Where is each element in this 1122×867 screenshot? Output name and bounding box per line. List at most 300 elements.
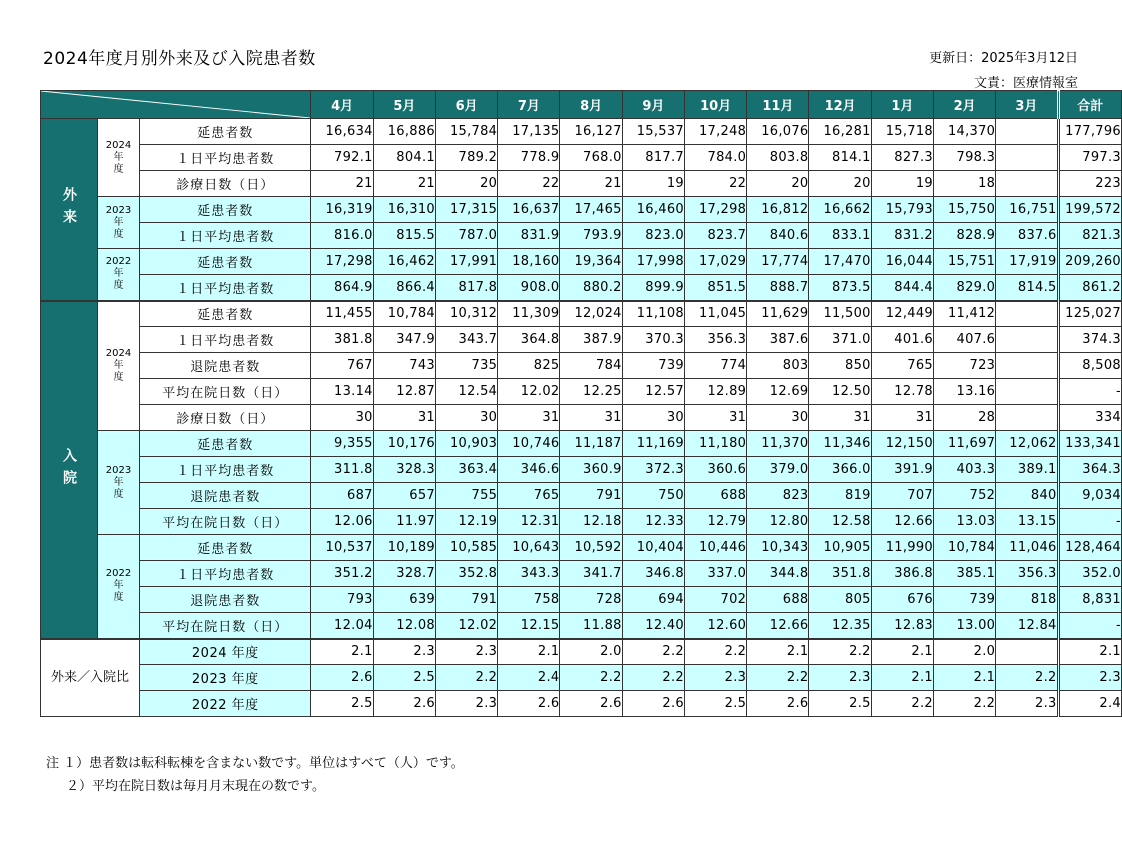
month-header: 6月 (435, 91, 497, 119)
value-cell (996, 301, 1058, 327)
value-cell: 823.0 (622, 223, 684, 249)
value-cell: 21 (560, 171, 622, 197)
header-row (41, 91, 1122, 119)
value-cell: 11,046 (996, 535, 1058, 561)
value-cell: 379.0 (747, 457, 809, 483)
row-label: １日平均患者数 (140, 223, 311, 249)
table-row (41, 613, 1122, 639)
value-cell: 12.19 (435, 509, 497, 535)
value-cell: 2.1 (933, 665, 995, 691)
value-cell: 347.9 (373, 327, 435, 353)
total-cell: 9,034 (1058, 483, 1121, 509)
value-cell: 15,718 (871, 119, 933, 145)
value-cell: 866.4 (373, 275, 435, 301)
total-cell: 2.1 (1058, 639, 1121, 665)
table-row (41, 587, 1122, 613)
month-header: 10月 (684, 91, 746, 119)
value-cell: 20 (747, 171, 809, 197)
value-cell: 2.1 (311, 639, 373, 665)
value-cell: 12.15 (498, 613, 560, 639)
value-cell: 16,751 (996, 197, 1058, 223)
value-cell: 16,812 (747, 197, 809, 223)
value-cell: 11,697 (933, 431, 995, 457)
value-cell: 815.5 (373, 223, 435, 249)
value-cell: 2.3 (809, 665, 871, 691)
value-cell: 344.8 (747, 561, 809, 587)
month-header: 11月 (747, 91, 809, 119)
value-cell: 16,310 (373, 197, 435, 223)
value-cell: 791 (560, 483, 622, 509)
value-cell (996, 171, 1058, 197)
value-cell: 688 (747, 587, 809, 613)
value-cell: 12.06 (311, 509, 373, 535)
value-cell: 739 (933, 587, 995, 613)
value-cell: 356.3 (684, 327, 746, 353)
total-cell: 8,831 (1058, 587, 1121, 613)
value-cell: 805 (809, 587, 871, 613)
value-cell (996, 145, 1058, 171)
value-cell: 827.3 (871, 145, 933, 171)
total-cell: 177,796 (1058, 119, 1121, 145)
fiscal-year-label: 2024 年 度 (98, 301, 140, 431)
month-header: 3月 (996, 91, 1058, 119)
value-cell: 12.66 (747, 613, 809, 639)
value-cell: 30 (311, 405, 373, 431)
value-cell: 888.7 (747, 275, 809, 301)
fiscal-year-label: 2024 年 度 (98, 119, 140, 197)
value-cell: 15,751 (933, 249, 995, 275)
value-cell: 16,462 (373, 249, 435, 275)
value-cell: 804.1 (373, 145, 435, 171)
total-cell: - (1058, 379, 1121, 405)
value-cell: 20 (809, 171, 871, 197)
value-cell: 10,746 (498, 431, 560, 457)
value-cell: 407.6 (933, 327, 995, 353)
value-cell: 873.5 (809, 275, 871, 301)
value-cell: 12.50 (809, 379, 871, 405)
value-cell: 343.7 (435, 327, 497, 353)
value-cell: 793 (311, 587, 373, 613)
value-cell: 818 (996, 587, 1058, 613)
value-cell: 351.8 (809, 561, 871, 587)
value-cell: 743 (373, 353, 435, 379)
value-cell: 787.0 (435, 223, 497, 249)
value-cell: 17,135 (498, 119, 560, 145)
value-cell: 2.2 (871, 691, 933, 717)
value-cell: 840.6 (747, 223, 809, 249)
value-cell: 31 (498, 405, 560, 431)
value-cell: 778.9 (498, 145, 560, 171)
value-cell: 728 (560, 587, 622, 613)
value-cell: 12.89 (684, 379, 746, 405)
value-cell: 12.31 (498, 509, 560, 535)
value-cell: 16,662 (809, 197, 871, 223)
value-cell: 12.08 (373, 613, 435, 639)
table-row (41, 301, 1122, 327)
value-cell: 10,903 (435, 431, 497, 457)
row-label: 延患者数 (140, 535, 311, 561)
value-cell: 12,024 (560, 301, 622, 327)
value-cell: 11,370 (747, 431, 809, 457)
value-cell (996, 353, 1058, 379)
value-cell: 817.8 (435, 275, 497, 301)
value-cell: 13.14 (311, 379, 373, 405)
value-cell: 328.3 (373, 457, 435, 483)
row-label: 退院患者数 (140, 483, 311, 509)
value-cell: 2.2 (809, 639, 871, 665)
table-row (41, 691, 1122, 717)
value-cell: 752 (933, 483, 995, 509)
value-cell: 2.1 (871, 665, 933, 691)
value-cell: 11,180 (684, 431, 746, 457)
value-cell: 11,412 (933, 301, 995, 327)
value-cell: 10,643 (498, 535, 560, 561)
value-cell: 823 (747, 483, 809, 509)
value-cell: 391.9 (871, 457, 933, 483)
table-row (41, 353, 1122, 379)
value-cell: 12.66 (871, 509, 933, 535)
value-cell: 13.00 (933, 613, 995, 639)
value-cell: 363.4 (435, 457, 497, 483)
value-cell: 765 (871, 353, 933, 379)
value-cell: 2.2 (684, 639, 746, 665)
value-cell: 2.0 (933, 639, 995, 665)
value-cell: 2.3 (435, 639, 497, 665)
value-cell: 13.15 (996, 509, 1058, 535)
inpatient-section-label: 入院 (41, 301, 98, 639)
value-cell: 387.6 (747, 327, 809, 353)
value-cell (996, 405, 1058, 431)
table-row (41, 639, 1122, 665)
fiscal-year-label: 2022 年 度 (98, 535, 140, 639)
value-cell: 16,637 (498, 197, 560, 223)
value-cell: 16,460 (622, 197, 684, 223)
value-cell: 10,446 (684, 535, 746, 561)
value-cell: 12.57 (622, 379, 684, 405)
value-cell: 337.0 (684, 561, 746, 587)
value-cell: 19,364 (560, 249, 622, 275)
page-title: 2024年度月別外来及び入院患者数 (43, 49, 316, 69)
value-cell: 19 (622, 171, 684, 197)
value-cell: 401.6 (871, 327, 933, 353)
value-cell: 12.35 (809, 613, 871, 639)
value-cell: 364.8 (498, 327, 560, 353)
value-cell: 16,886 (373, 119, 435, 145)
value-cell: 16,076 (747, 119, 809, 145)
table-row (41, 561, 1122, 587)
value-cell: 356.3 (996, 561, 1058, 587)
value-cell: 12.25 (560, 379, 622, 405)
value-cell: 694 (622, 587, 684, 613)
value-cell: 2.5 (311, 691, 373, 717)
value-cell: 12.87 (373, 379, 435, 405)
value-cell: 12.69 (747, 379, 809, 405)
table-row (41, 665, 1122, 691)
value-cell: 817.7 (622, 145, 684, 171)
value-cell: 739 (622, 353, 684, 379)
total-cell: 128,464 (1058, 535, 1121, 561)
total-cell: 209,260 (1058, 249, 1121, 275)
value-cell: 341.7 (560, 561, 622, 587)
row-label: １日平均患者数 (140, 275, 311, 301)
month-header: 8月 (560, 91, 622, 119)
total-cell: 797.3 (1058, 145, 1121, 171)
value-cell: 702 (684, 587, 746, 613)
total-cell: 364.3 (1058, 457, 1121, 483)
value-cell: 372.3 (622, 457, 684, 483)
value-cell: 784 (560, 353, 622, 379)
value-cell: 2.0 (560, 639, 622, 665)
value-cell (996, 119, 1058, 145)
row-label: １日平均患者数 (140, 561, 311, 587)
value-cell: 17,465 (560, 197, 622, 223)
value-cell: 2.3 (435, 691, 497, 717)
value-cell: 22 (498, 171, 560, 197)
value-cell: 17,298 (311, 249, 373, 275)
value-cell: 639 (373, 587, 435, 613)
fiscal-year-label: 2022 年 度 (98, 249, 140, 301)
total-cell: 374.3 (1058, 327, 1121, 353)
table-row (41, 379, 1122, 405)
value-cell: 12,449 (871, 301, 933, 327)
value-cell: 814.5 (996, 275, 1058, 301)
value-cell: 31 (871, 405, 933, 431)
value-cell: 2.6 (373, 691, 435, 717)
value-cell: 12.02 (498, 379, 560, 405)
value-cell: 831.9 (498, 223, 560, 249)
value-cell: 11,045 (684, 301, 746, 327)
corner-cell (41, 91, 311, 119)
month-header: 4月 (311, 91, 373, 119)
value-cell: 12.83 (871, 613, 933, 639)
value-cell: 12.80 (747, 509, 809, 535)
value-cell: 370.3 (622, 327, 684, 353)
month-header: 1月 (871, 91, 933, 119)
value-cell: 840 (996, 483, 1058, 509)
total-cell: - (1058, 613, 1121, 639)
note-1: 注 １）患者数は転科転棟を含まない数です。単位はすべて（人）です。 (46, 756, 464, 771)
table-row (41, 431, 1122, 457)
row-label: 診療日数（日） (140, 171, 311, 197)
value-cell: 2.2 (622, 665, 684, 691)
value-cell: 2.2 (622, 639, 684, 665)
table-row (41, 171, 1122, 197)
value-cell: 844.4 (871, 275, 933, 301)
value-cell: 10,592 (560, 535, 622, 561)
value-cell: 793.9 (560, 223, 622, 249)
value-cell: 10,905 (809, 535, 871, 561)
value-cell: 2.4 (498, 665, 560, 691)
value-cell: 2.5 (684, 691, 746, 717)
table-row (41, 119, 1122, 145)
value-cell: 2.6 (622, 691, 684, 717)
value-cell: 17,998 (622, 249, 684, 275)
value-cell: 18,160 (498, 249, 560, 275)
value-cell: 22 (684, 171, 746, 197)
value-cell: 803.8 (747, 145, 809, 171)
row-label: 延患者数 (140, 197, 311, 223)
value-cell: 343.3 (498, 561, 560, 587)
row-label: 平均在院日数（日） (140, 613, 311, 639)
value-cell: 2.2 (996, 665, 1058, 691)
value-cell: 831.2 (871, 223, 933, 249)
row-label: １日平均患者数 (140, 457, 311, 483)
value-cell: 386.8 (871, 561, 933, 587)
value-cell: 17,774 (747, 249, 809, 275)
value-cell: 687 (311, 483, 373, 509)
value-cell: 816.0 (311, 223, 373, 249)
value-cell: 2.6 (311, 665, 373, 691)
value-cell: 758 (498, 587, 560, 613)
value-cell: 851.5 (684, 275, 746, 301)
table-row (41, 197, 1122, 223)
updated-date: 更新日：2025年3月12日 (929, 51, 1078, 66)
value-cell: 12.40 (622, 613, 684, 639)
row-label: 診療日数（日） (140, 405, 311, 431)
total-cell: 199,572 (1058, 197, 1121, 223)
value-cell: 850 (809, 353, 871, 379)
value-cell: 10,343 (747, 535, 809, 561)
value-cell: 774 (684, 353, 746, 379)
value-cell: 387.9 (560, 327, 622, 353)
total-cell: 352.0 (1058, 561, 1121, 587)
value-cell: 688 (684, 483, 746, 509)
month-header: 9月 (622, 91, 684, 119)
value-cell: 814.1 (809, 145, 871, 171)
table-row (41, 509, 1122, 535)
value-cell: 11,108 (622, 301, 684, 327)
value-cell: 14,370 (933, 119, 995, 145)
row-label: １日平均患者数 (140, 327, 311, 353)
value-cell: 351.2 (311, 561, 373, 587)
outpatient-section-label: 外来 (41, 119, 98, 301)
value-cell: 12.79 (684, 509, 746, 535)
value-cell: 707 (871, 483, 933, 509)
value-cell: 2.3 (373, 639, 435, 665)
value-cell: 2.2 (933, 691, 995, 717)
value-cell: 789.2 (435, 145, 497, 171)
value-cell: 750 (622, 483, 684, 509)
total-cell: 8,508 (1058, 353, 1121, 379)
value-cell: 12,062 (996, 431, 1058, 457)
value-cell: 13.16 (933, 379, 995, 405)
value-cell: 17,315 (435, 197, 497, 223)
value-cell: 10,404 (622, 535, 684, 561)
value-cell: 676 (871, 587, 933, 613)
total-cell: - (1058, 509, 1121, 535)
value-cell: 12.58 (809, 509, 871, 535)
total-cell: 223 (1058, 171, 1121, 197)
total-cell: 821.3 (1058, 223, 1121, 249)
value-cell: 2.2 (747, 665, 809, 691)
total-cell: 133,341 (1058, 431, 1121, 457)
row-label: 2024 年度 (140, 639, 311, 665)
row-label: １日平均患者数 (140, 145, 311, 171)
table-body (41, 119, 1122, 717)
value-cell: 2.6 (747, 691, 809, 717)
value-cell: 30 (747, 405, 809, 431)
value-cell: 768.0 (560, 145, 622, 171)
value-cell: 11,990 (871, 535, 933, 561)
value-cell: 2.2 (435, 665, 497, 691)
value-cell: 2.3 (996, 691, 1058, 717)
row-label: 平均在院日数（日） (140, 379, 311, 405)
value-cell: 2.6 (498, 691, 560, 717)
row-label: 延患者数 (140, 119, 311, 145)
value-cell: 765 (498, 483, 560, 509)
total-cell: 334 (1058, 405, 1121, 431)
value-cell: 16,127 (560, 119, 622, 145)
value-cell: 657 (373, 483, 435, 509)
value-cell: 9,355 (311, 431, 373, 457)
total-cell: 2.4 (1058, 691, 1121, 717)
value-cell: 15,750 (933, 197, 995, 223)
value-cell: 366.0 (809, 457, 871, 483)
value-cell: 10,189 (373, 535, 435, 561)
value-cell: 17,029 (684, 249, 746, 275)
value-cell: 12.33 (622, 509, 684, 535)
value-cell: 880.2 (560, 275, 622, 301)
value-cell: 11,629 (747, 301, 809, 327)
value-cell: 11.88 (560, 613, 622, 639)
value-cell: 17,248 (684, 119, 746, 145)
value-cell: 346.6 (498, 457, 560, 483)
value-cell: 16,281 (809, 119, 871, 145)
value-cell: 833.1 (809, 223, 871, 249)
table-row (41, 457, 1122, 483)
value-cell: 12.60 (684, 613, 746, 639)
month-header: 12月 (809, 91, 871, 119)
value-cell: 2.1 (498, 639, 560, 665)
value-cell: 12.84 (996, 613, 1058, 639)
value-cell: 12.04 (311, 613, 373, 639)
value-cell: 13.03 (933, 509, 995, 535)
value-cell: 819 (809, 483, 871, 509)
month-header: 2月 (933, 91, 995, 119)
value-cell: 28 (933, 405, 995, 431)
value-cell: 17,470 (809, 249, 871, 275)
value-cell: 828.9 (933, 223, 995, 249)
value-cell: 2.6 (560, 691, 622, 717)
value-cell: 17,991 (435, 249, 497, 275)
note-2: ２）平均在院日数は毎月月末現在の数です。 (66, 779, 325, 794)
value-cell: 17,919 (996, 249, 1058, 275)
value-cell: 825 (498, 353, 560, 379)
value-cell: 755 (435, 483, 497, 509)
value-cell (996, 379, 1058, 405)
value-cell: 352.8 (435, 561, 497, 587)
value-cell: 371.0 (809, 327, 871, 353)
value-cell: 311.8 (311, 457, 373, 483)
table-row (41, 405, 1122, 431)
value-cell: 11,346 (809, 431, 871, 457)
value-cell: 11,309 (498, 301, 560, 327)
value-cell: 784.0 (684, 145, 746, 171)
value-cell: 908.0 (498, 275, 560, 301)
value-cell: 837.6 (996, 223, 1058, 249)
table-row (41, 535, 1122, 561)
value-cell: 12.02 (435, 613, 497, 639)
value-cell: 12.54 (435, 379, 497, 405)
value-cell: 10,312 (435, 301, 497, 327)
value-cell: 389.1 (996, 457, 1058, 483)
value-cell: 12,150 (871, 431, 933, 457)
patient-statistics-table (40, 90, 1122, 717)
value-cell: 15,793 (871, 197, 933, 223)
value-cell: 31 (373, 405, 435, 431)
table-row (41, 327, 1122, 353)
total-header: 合計 (1058, 91, 1121, 119)
